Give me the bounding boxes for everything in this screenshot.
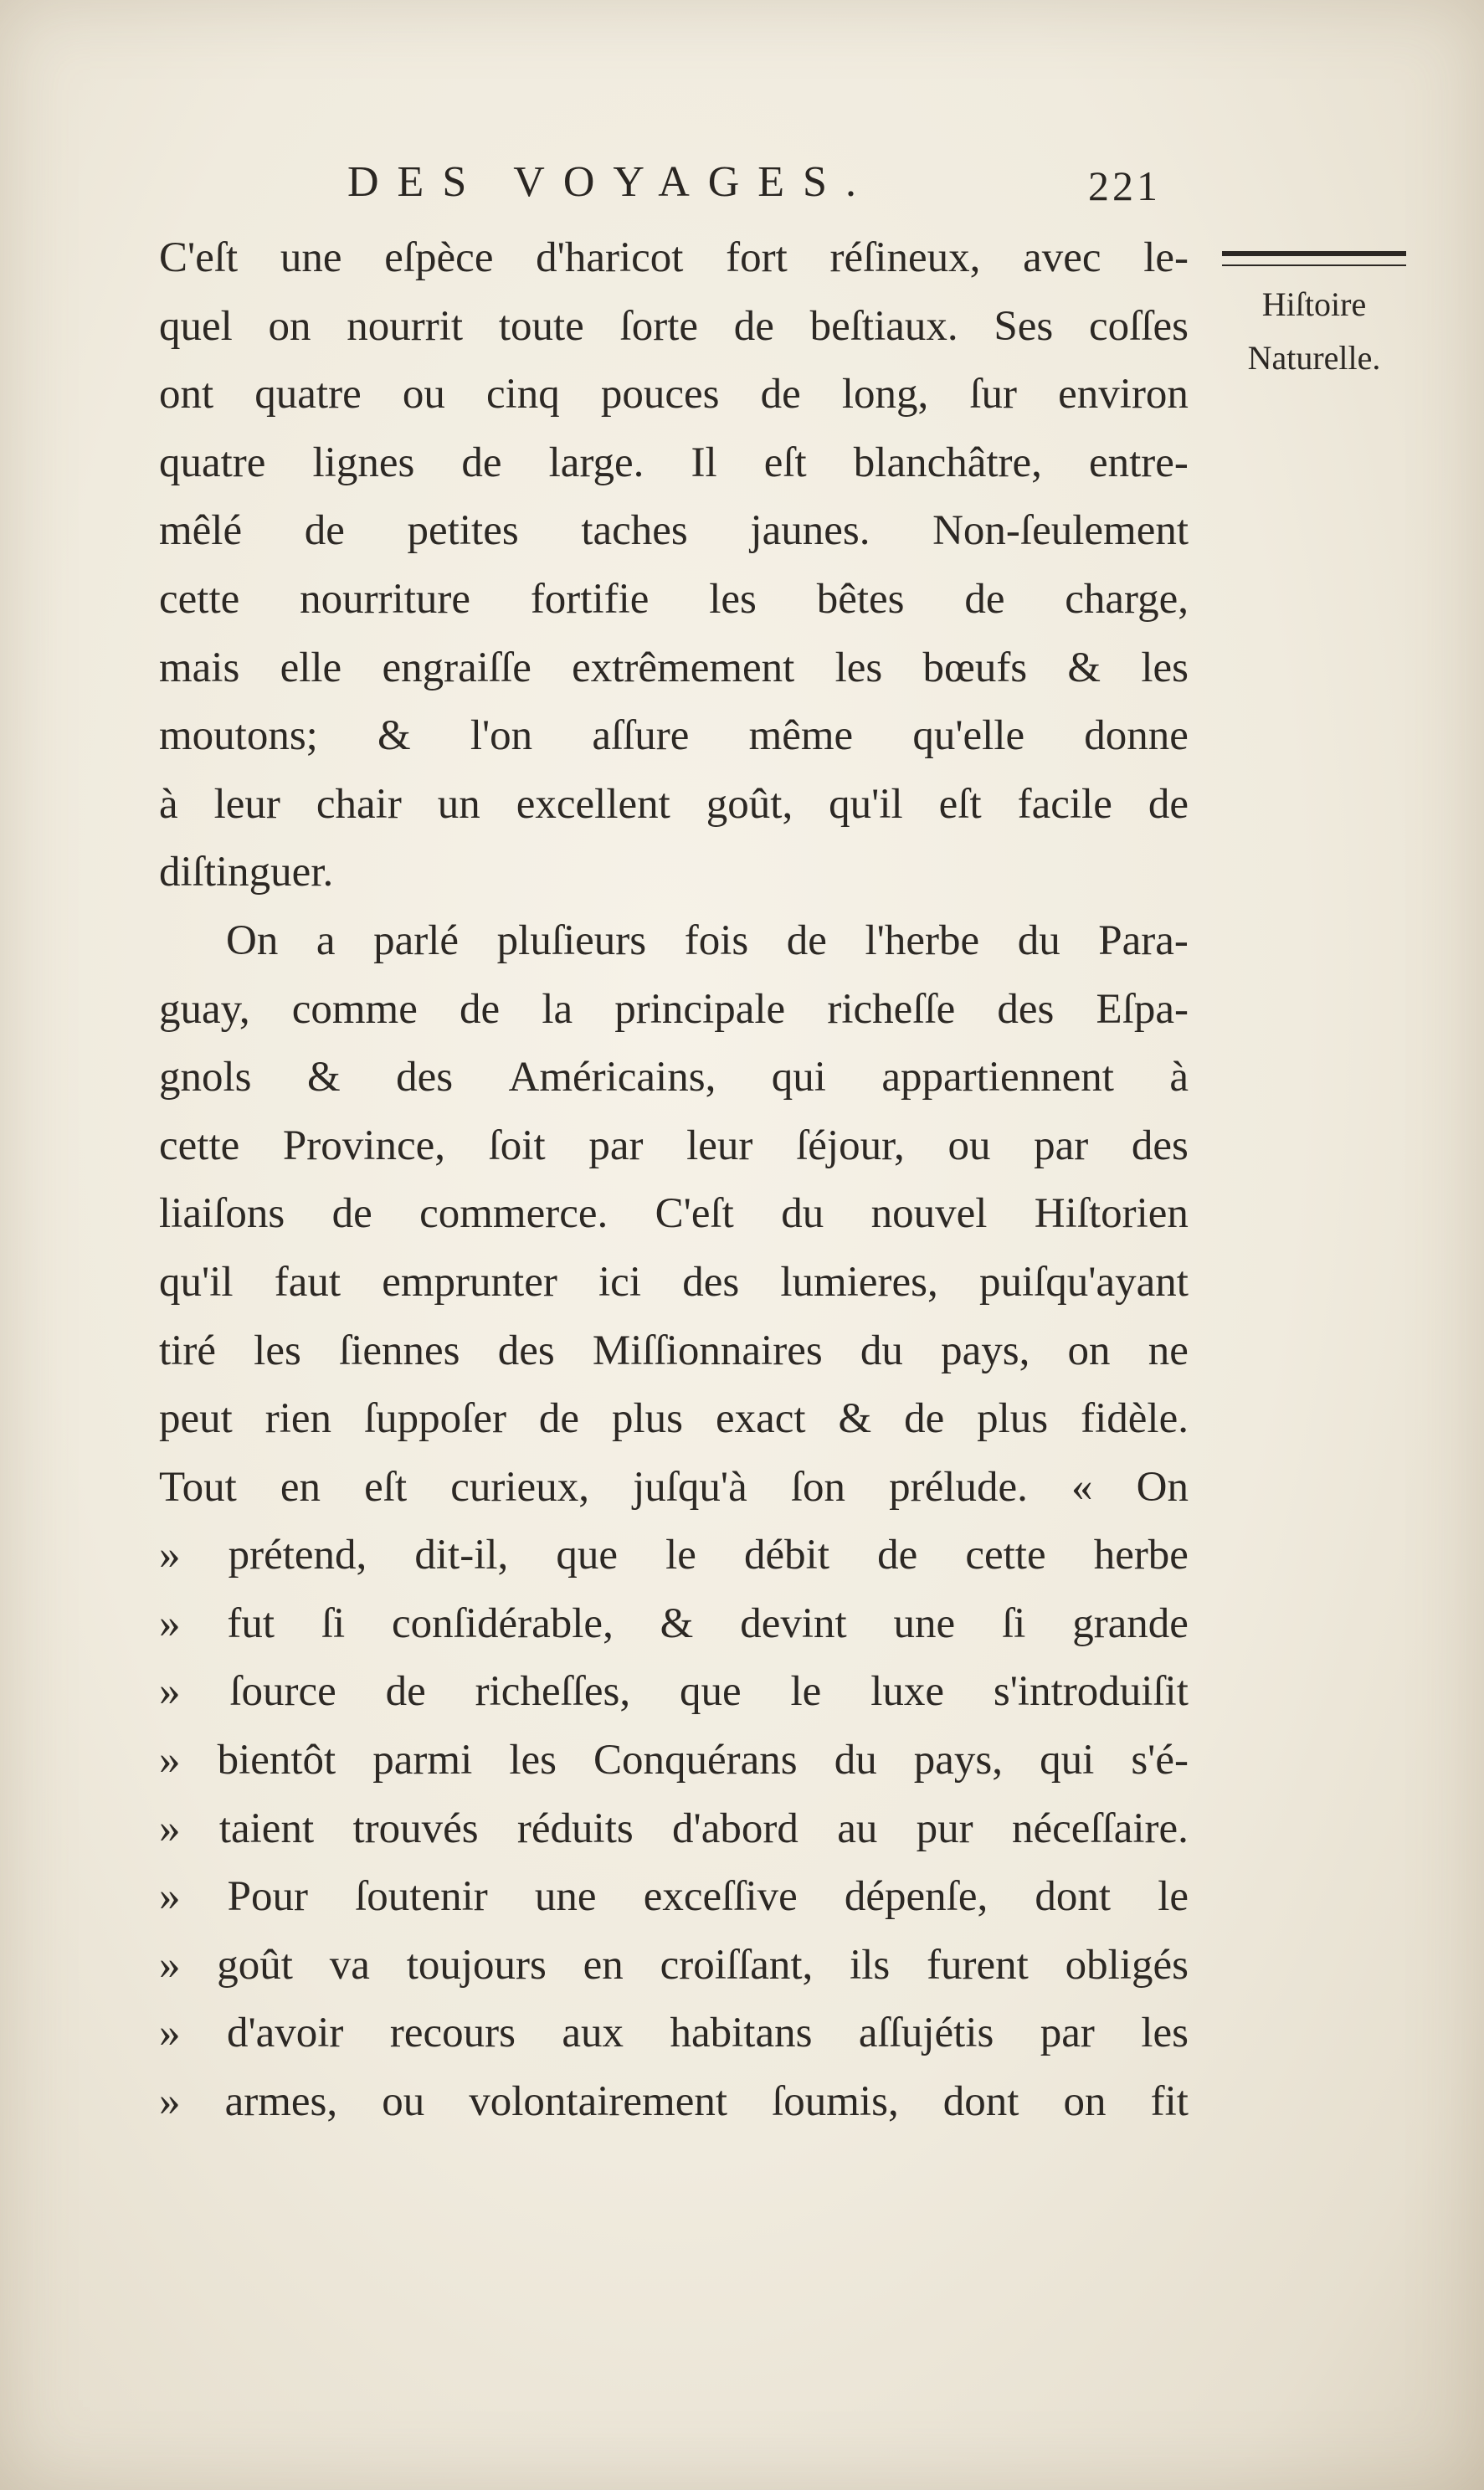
text-word: cinq (485, 371, 560, 418)
text-word: quatre (159, 439, 266, 486)
text-word: qui (1040, 1737, 1095, 1784)
text-word: de (461, 439, 502, 486)
text-word: guay, (159, 985, 250, 1033)
text-word: mêlé (159, 507, 243, 555)
text-word: emprunter (382, 1258, 557, 1306)
text-word: ſoumis, (772, 2078, 899, 2126)
text-word: engraiſſe (382, 644, 531, 691)
text-word: parlé (373, 916, 460, 964)
text-word: ſoit (488, 1122, 546, 1169)
page-number: 221 (1088, 162, 1161, 209)
text-word: qui (771, 1054, 826, 1101)
text-line (159, 566, 1189, 634)
text-word: plus (977, 1395, 1049, 1443)
text-word: parmi (372, 1737, 473, 1784)
text-word: » (159, 1941, 181, 1989)
text-line (159, 976, 1189, 1045)
text-word: pouces (600, 371, 720, 418)
text-word: Américains, (508, 1054, 716, 1101)
text-word: l'herbe (865, 916, 980, 964)
text-word: de (538, 1395, 580, 1443)
text-word: large. (548, 439, 644, 486)
text-word: obligés (1065, 1941, 1189, 1989)
text-word: Miſſionnaires (592, 1327, 823, 1374)
body-text (159, 224, 1189, 2137)
text-word: qu'elle (912, 712, 1025, 760)
text-word: bêtes (816, 575, 905, 623)
text-word: d'haricot (536, 234, 684, 281)
text-word: & (1067, 644, 1101, 691)
text-word: ſur (969, 371, 1018, 418)
text-word: goût (217, 1941, 293, 1989)
text-word: le- (1143, 234, 1189, 281)
text-word: de (786, 916, 827, 964)
text-word: ſuppoſer (363, 1395, 506, 1443)
text-word: a (316, 916, 336, 964)
text-word: » (159, 2010, 181, 2057)
text-word: leur (686, 1122, 753, 1169)
text-word: quel (159, 302, 233, 350)
text-word: ſorte (619, 302, 699, 350)
text-word: les (1141, 2010, 1189, 2057)
text-line (159, 1863, 1189, 1932)
text-word: de (760, 371, 801, 418)
text-word: cette (159, 1122, 240, 1169)
text-word: Pour (227, 1873, 308, 1921)
text-word: exceſſive (643, 1873, 798, 1921)
text-word: des (1131, 1122, 1189, 1169)
text-word: peut (159, 1395, 233, 1443)
text-word: Eſpa- (1096, 985, 1189, 1033)
text-word: prélude. (889, 1463, 1028, 1511)
text-word: cette (965, 1532, 1046, 1579)
text-word: Il (691, 439, 717, 486)
text-word: une (534, 1873, 597, 1921)
text-word: dépenſe, (844, 1873, 988, 1921)
text-word: va (329, 1941, 370, 1989)
text-word: taient (218, 1805, 315, 1852)
text-line (159, 1522, 1189, 1590)
text-word: de (877, 1532, 918, 1579)
text-line (159, 1044, 1189, 1112)
text-line (159, 1385, 1189, 1454)
text-word: une (893, 1599, 956, 1647)
text-word: conſidérable, (392, 1599, 614, 1647)
text-word: les (1141, 644, 1189, 691)
text-word: ſoutenir (355, 1873, 488, 1921)
text-word: le (1158, 1873, 1189, 1921)
text-word: » (159, 2078, 181, 2126)
text-word: tiré (159, 1327, 216, 1374)
text-word: leur (213, 780, 280, 828)
text-word: l'on (470, 712, 533, 760)
text-word: s'é- (1131, 1737, 1189, 1784)
text-word: beſtiaux. (809, 302, 958, 350)
text-word: ſi (321, 1599, 346, 1647)
text-word: avec (1023, 234, 1101, 281)
text-word: on (268, 302, 311, 350)
text-word: la (542, 985, 573, 1033)
text-word: par (588, 1122, 644, 1169)
text-word: on (1063, 2078, 1107, 2126)
text-line (159, 1795, 1189, 1864)
text-line (159, 224, 1189, 293)
text-word: luxe (870, 1668, 944, 1716)
text-word: ne (1148, 1327, 1189, 1374)
text-word: rien (264, 1395, 332, 1443)
text-word: ou (402, 371, 445, 418)
text-word: ſource (229, 1668, 336, 1716)
text-word: Hiſtorien (1034, 1190, 1189, 1238)
text-word: » (159, 1873, 181, 1921)
text-word: ici (598, 1258, 641, 1306)
text-word: d'abord (672, 1805, 798, 1852)
text-line (159, 361, 1189, 429)
text-word: dont (1035, 1873, 1112, 1921)
text-word: environ (1058, 371, 1189, 418)
text-word: du (1017, 916, 1060, 964)
text-word: & (660, 1599, 694, 1647)
text-word: long, (841, 371, 929, 418)
margin-note (1209, 251, 1419, 385)
text-word: devint (740, 1599, 847, 1647)
text-word: de (904, 1395, 945, 1443)
text-word: d'avoir (226, 2010, 344, 2057)
text-word: débit (744, 1532, 830, 1579)
text-word: excellent (516, 780, 670, 828)
text-word: prétend, (228, 1532, 367, 1579)
text-word: On (1136, 1463, 1189, 1511)
text-word: facile (1017, 780, 1112, 828)
text-word: Ses (994, 302, 1054, 350)
text-word: lignes (312, 439, 415, 486)
text-word: au (837, 1805, 878, 1852)
text-line (159, 634, 1189, 703)
text-line (159, 293, 1189, 362)
text-word: aſſure (592, 712, 690, 760)
text-word: bœufs (922, 644, 1028, 691)
text-word: ils (850, 1941, 891, 1989)
text-word: fois (684, 916, 749, 964)
text-word: recours (389, 2010, 516, 2057)
text-word: néceſſaire. (1011, 1805, 1189, 1852)
text-word: C'eſt (655, 1190, 734, 1238)
text-word: volontairement (469, 2078, 728, 2126)
text-word: à (1169, 1054, 1189, 1101)
text-line (159, 907, 1189, 976)
text-word: toujours (406, 1941, 547, 1989)
text-word: petites (407, 507, 519, 555)
text-word: richeſſe (827, 985, 956, 1033)
text-line (159, 2000, 1189, 2068)
text-word: & (377, 712, 411, 760)
text-word: taches (581, 507, 688, 555)
text-word: les (254, 1327, 301, 1374)
text-word: qu'il (159, 1258, 234, 1306)
text-word: » (159, 1805, 181, 1852)
text-word: de (304, 507, 345, 555)
running-title: DES VOYAGES. (347, 158, 875, 206)
text-line (159, 429, 1189, 498)
text-word: On (226, 916, 279, 964)
text-word: » (159, 1737, 181, 1784)
text-word: comme (291, 985, 418, 1033)
margin-rule (1222, 251, 1406, 266)
text-word: réſineux, (829, 234, 981, 281)
text-word: armes, (224, 2078, 338, 2126)
text-word: furent (927, 1941, 1029, 1989)
text-word: gnols (159, 1054, 252, 1101)
text-word: & (838, 1395, 872, 1443)
text-word: » (159, 1599, 181, 1647)
text-word: entre- (1088, 439, 1189, 486)
text-word: du (781, 1190, 824, 1238)
text-word: à (159, 780, 178, 828)
text-word: commerce. (419, 1190, 608, 1238)
text-word: » (159, 1668, 181, 1716)
text-word: diſtinguer. (159, 849, 334, 896)
text-word: liaiſons (159, 1190, 285, 1238)
page-header (159, 157, 1205, 208)
text-word: fit (1150, 2078, 1189, 2126)
text-line (159, 2068, 1189, 2137)
text-word: du (834, 1737, 877, 1784)
text-word: en (280, 1463, 321, 1511)
text-word: goût, (706, 780, 793, 828)
text-word: pays, (941, 1327, 1030, 1374)
text-word: fort (726, 234, 788, 281)
text-word: trouvés (352, 1805, 479, 1852)
margin-note-line: Hiſtoire (1261, 285, 1367, 323)
text-word: appartiennent (881, 1054, 1114, 1101)
text-line (159, 839, 1189, 907)
text-word: les (709, 575, 757, 623)
text-word: nourriture (300, 575, 470, 623)
text-line (159, 771, 1189, 839)
text-word: des (997, 985, 1055, 1033)
text-word: les (509, 1737, 557, 1784)
text-word: puiſqu'ayant (978, 1258, 1189, 1306)
text-word: moutons; (159, 712, 318, 760)
text-word: les (834, 644, 883, 691)
text-word: ont (159, 371, 214, 418)
text-word: ſi (1002, 1599, 1026, 1647)
text-word: eſt (763, 439, 807, 486)
text-word: ou (947, 1122, 991, 1169)
text-word: ou (382, 2078, 425, 2126)
margin-note-line: Naturelle. (1247, 339, 1381, 377)
text-word: donne (1084, 712, 1189, 760)
text-line (159, 702, 1189, 771)
text-word: richeſſes, (475, 1668, 631, 1716)
text-word: habitans (670, 2010, 813, 2057)
text-word: fidèle. (1081, 1395, 1189, 1443)
text-word: blanchâtre, (853, 439, 1042, 486)
text-word: principale (614, 985, 786, 1033)
text-word: herbe (1093, 1532, 1189, 1579)
text-line (159, 1454, 1189, 1522)
text-word: eſt (938, 780, 982, 828)
text-word: » (159, 1532, 181, 1579)
text-word: par (1040, 2010, 1095, 2057)
text-word: qu'il (829, 780, 903, 828)
text-word: de (385, 1668, 426, 1716)
text-word: toute (498, 302, 584, 350)
text-word: eſt (364, 1463, 408, 1511)
text-word: même (748, 712, 854, 760)
text-word: on (1067, 1327, 1111, 1374)
text-line (159, 1932, 1189, 2000)
text-line (159, 1249, 1189, 1317)
text-word: une (280, 234, 342, 281)
text-word: s'introduiſit (993, 1668, 1189, 1716)
text-word: juſqu'à (633, 1463, 747, 1511)
text-word: cette (159, 575, 240, 623)
text-word: de (460, 985, 501, 1033)
text-word: charge, (1065, 575, 1189, 623)
text-word: ſéjour, (796, 1122, 905, 1169)
text-word: exact (715, 1395, 806, 1443)
text-word: C'eſt (159, 234, 239, 281)
text-word: que (556, 1532, 619, 1579)
text-word: nourrit (347, 302, 464, 350)
text-line (159, 1317, 1189, 1386)
text-word: faut (274, 1258, 341, 1306)
text-word: du (860, 1327, 903, 1374)
text-word: lumieres, (780, 1258, 938, 1306)
text-word: Non-ſeulement (932, 507, 1189, 555)
text-word: ſon (790, 1463, 846, 1511)
text-word: un (437, 780, 480, 828)
text-word: « (1071, 1463, 1093, 1511)
text-word: que (680, 1668, 742, 1716)
text-word: dont (942, 2078, 1019, 2126)
text-word: aſſujétis (858, 2010, 994, 2057)
text-word: de (1148, 780, 1189, 828)
text-word: pays, (913, 1737, 1004, 1784)
text-line (159, 1658, 1189, 1727)
text-word: mais (159, 644, 240, 691)
text-word: grande (1072, 1599, 1189, 1647)
text-word: des (682, 1258, 740, 1306)
text-word: plus (611, 1395, 683, 1443)
text-word: des (396, 1054, 454, 1101)
text-word: Tout (159, 1463, 237, 1511)
text-word: eſpèce (384, 234, 494, 281)
text-word: coſſes (1088, 302, 1189, 350)
text-word: de (964, 575, 1005, 623)
text-word: quatre (254, 371, 362, 418)
text-word: chair (316, 780, 402, 828)
text-word: jaunes. (750, 507, 870, 555)
text-word: par (1034, 1122, 1089, 1169)
text-word: pluſieurs (496, 916, 647, 964)
text-word: des (497, 1327, 555, 1374)
text-word: & (306, 1054, 341, 1101)
text-word: aux (562, 2010, 624, 2057)
text-word: Province, (282, 1122, 445, 1169)
text-line (159, 1180, 1189, 1249)
text-word: fortifie (530, 575, 650, 623)
text-line (159, 1590, 1189, 1659)
text-line (159, 1727, 1189, 1795)
text-word: Conquérans (593, 1737, 798, 1784)
text-word: ſiennes (339, 1327, 460, 1374)
text-word: en (583, 1941, 624, 1989)
text-word: bientôt (217, 1737, 336, 1784)
text-word: nouvel (870, 1190, 988, 1238)
text-word: de (733, 302, 774, 350)
text-word: pur (916, 1805, 973, 1852)
text-word: réduits (516, 1805, 634, 1852)
text-word: de (331, 1190, 372, 1238)
text-word: croiſſant, (660, 1941, 814, 1989)
text-word: fut (227, 1599, 275, 1647)
text-word: extrêmement (572, 644, 795, 691)
text-word: dit-il, (414, 1532, 509, 1579)
text-word: curieux, (450, 1463, 589, 1511)
text-word: le (665, 1532, 696, 1579)
text-word: Para- (1098, 916, 1189, 964)
text-line (159, 1112, 1189, 1181)
text-word: le (790, 1668, 822, 1716)
text-line (159, 497, 1189, 566)
text-word: elle (280, 644, 342, 691)
